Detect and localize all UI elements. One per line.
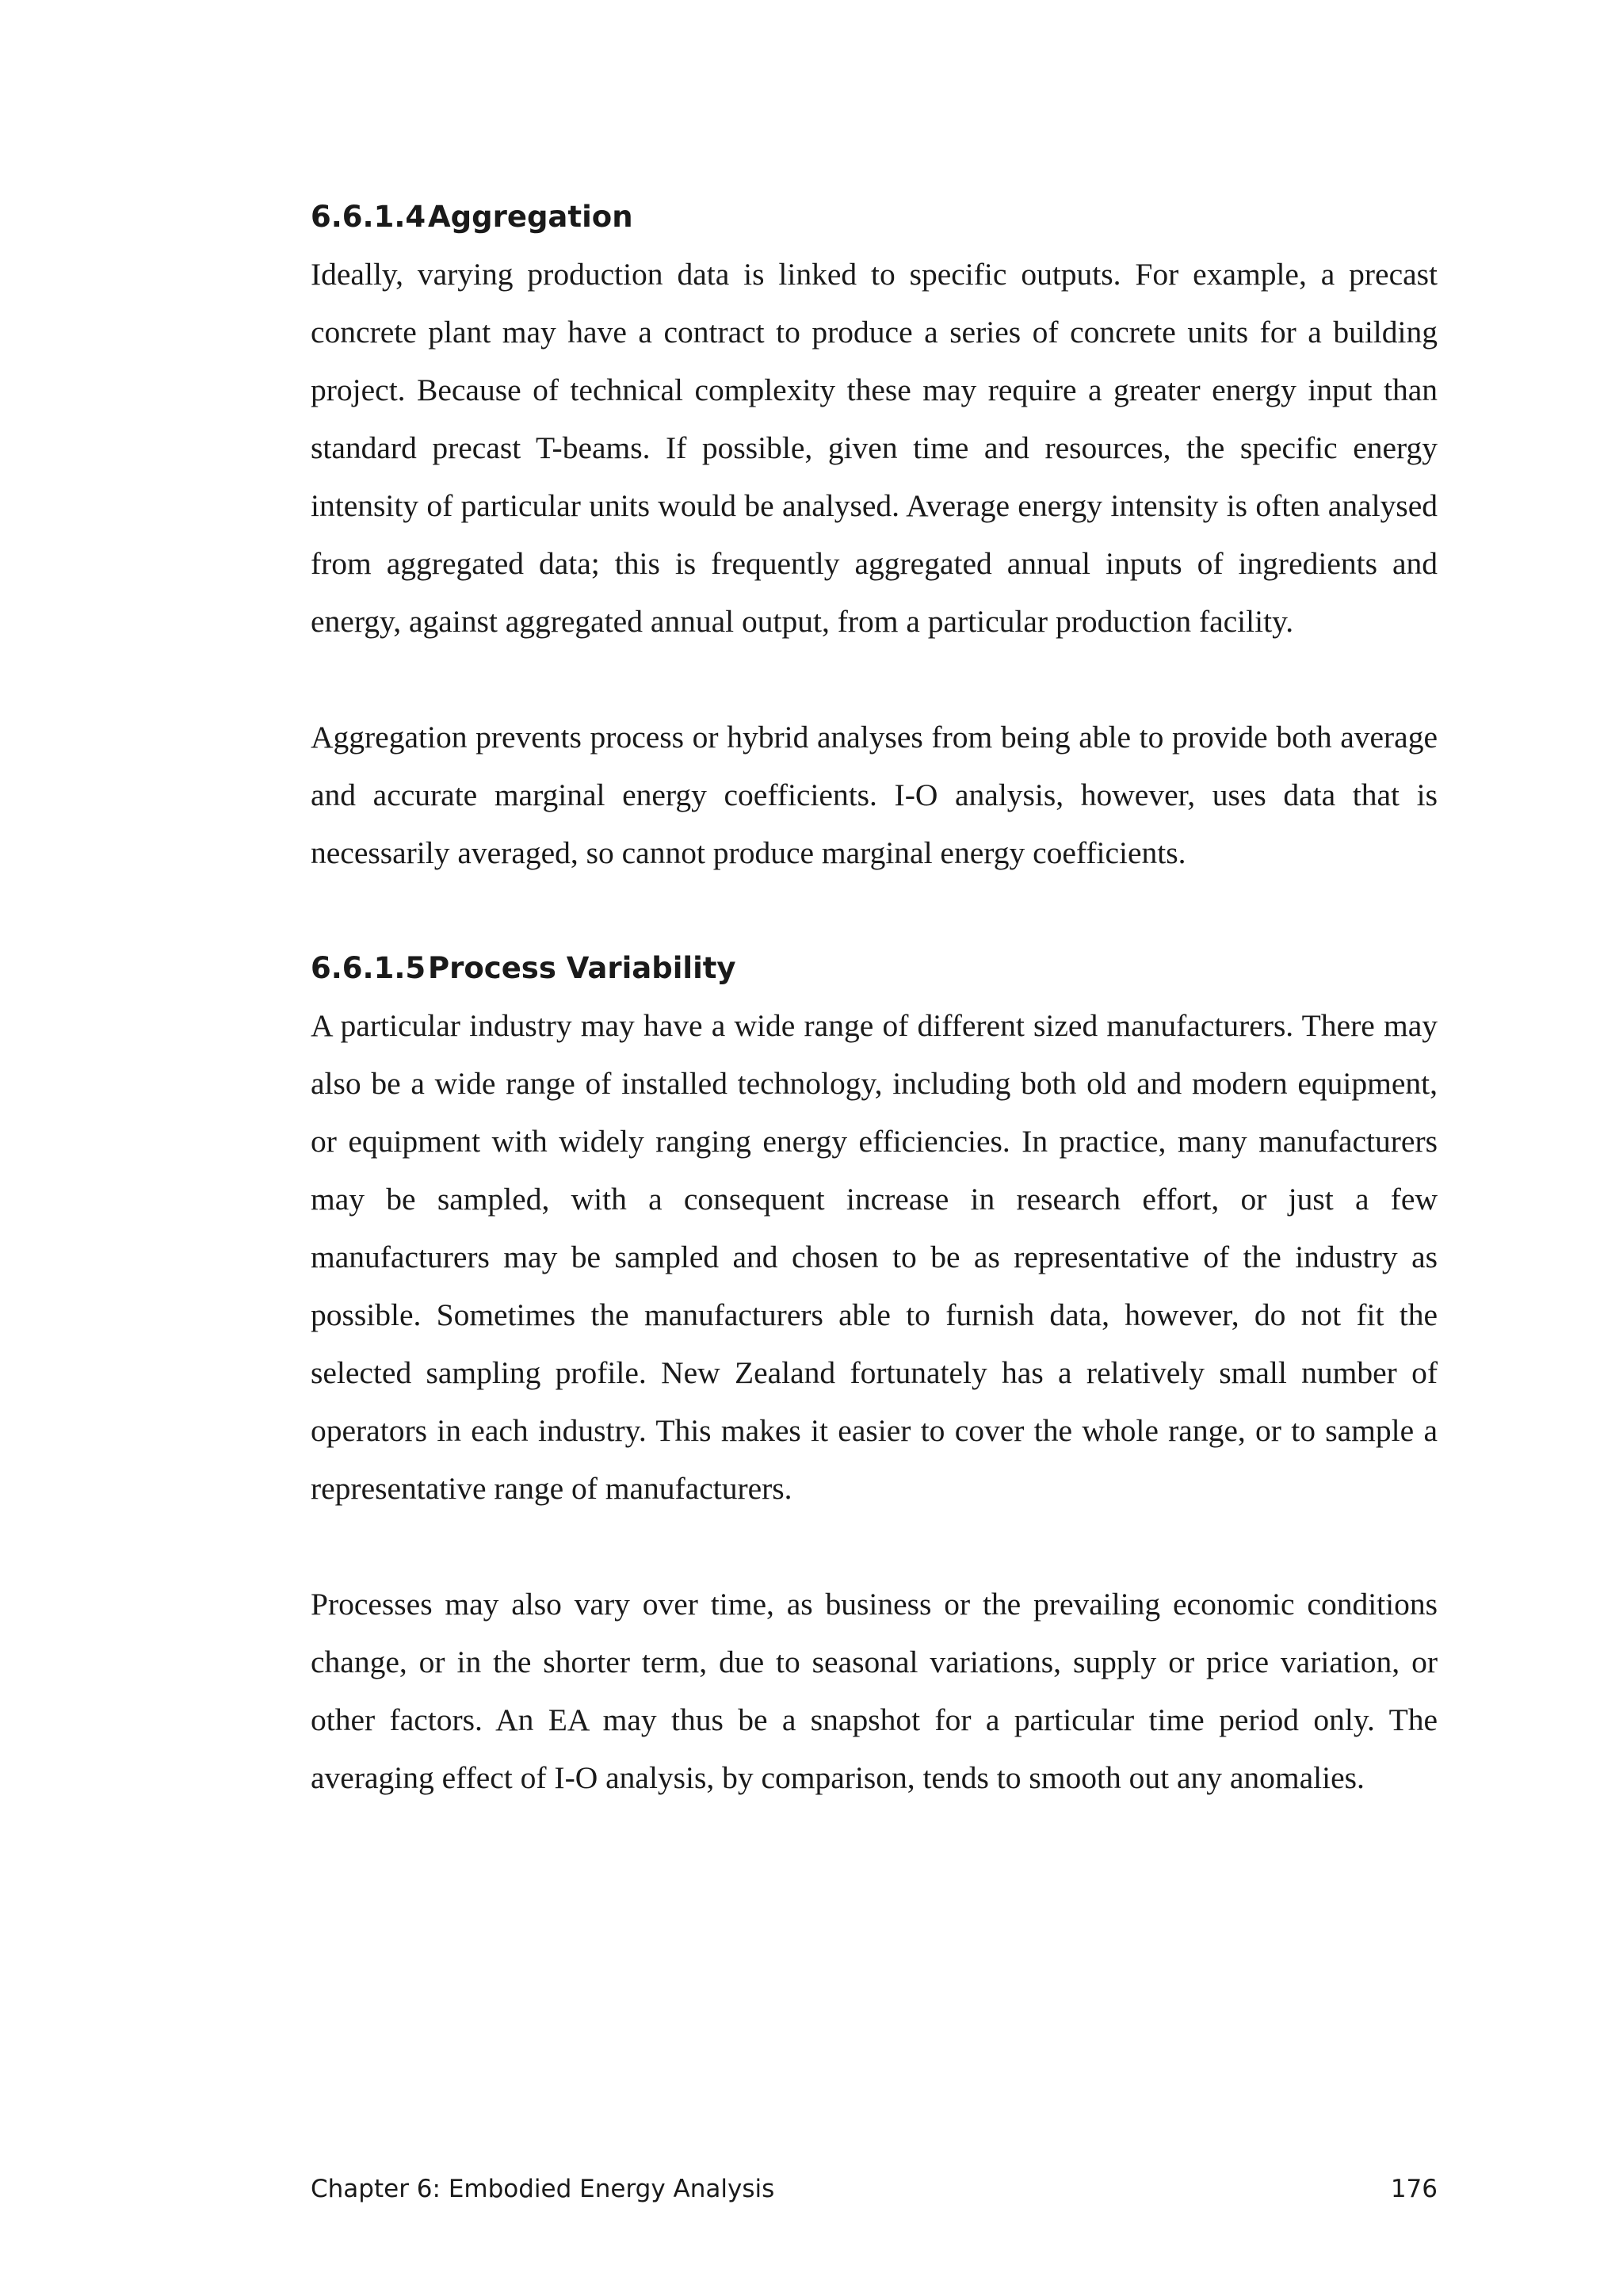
paragraph: Processes may also vary over time, as business or the prevailing economic conditions change, or in the shorter term, due to seasonal variations, supply or price variation, or other factors. An EA may thus be a snapshot for a particular time period only. The averaging effect of I-O analysis, by comparison, tends to smooth out any anomalies. bbox=[311, 1587, 1438, 1795]
paragraph: A particular industry may have a wide range of different sized manufacturers. There may also be a wide range of installed technology, including both old and modern equipment, or equipment with widely ranging energy efficiencies. In practice, many manufacturers may be sampled, with a consequent increase in research effort, or just a few manufacturers may be sampled and chosen to be as representative of the industry as possible. Sometimes the manufacturers able to furnish data, however, do not fit the selected sampling profile. New Zealand fortunately has a relatively small number of operators in each industry. This makes it easier to cover the whole range, or to sample a representative range of manufacturers. bbox=[311, 1008, 1438, 1506]
section-heading-process-variability bbox=[311, 940, 1438, 997]
footer-page-number: 176 bbox=[1390, 2175, 1438, 2203]
footer-chapter-title: Chapter 6: Embodied Energy Analysis bbox=[311, 2175, 775, 2203]
document-page bbox=[311, 189, 1438, 1807]
section-number: 6.6.1.5 bbox=[311, 951, 426, 985]
section-heading-aggregation bbox=[311, 189, 1438, 246]
section-number: 6.6.1.4 bbox=[311, 200, 426, 234]
paragraph: Aggregation prevents process or hybrid analyses from being able to provide both average and accurate marginal energy coefficients. I-O analysis, however, uses data that is necessarily averaged, so cannot produce marginal energy coefficients. bbox=[311, 720, 1438, 870]
page-footer bbox=[311, 2172, 1438, 2206]
paragraph: Ideally, varying production data is linked to specific outputs. For example, a precast concrete plant may have a contract to produce a series of concrete units for a building project. Because of technical complexity these may require a greater energy input than standard precast T-beams. If possible, given time and resources, the specific energy intensity of particular units would be analysed. Average energy intensity is often analysed from aggregated data; this is frequently aggregated annual inputs of ingredients and energy, against aggregated annual output, from a particular production facility. bbox=[311, 257, 1438, 639]
section-title: Aggregation bbox=[428, 200, 633, 234]
section-title: Process Variability bbox=[428, 951, 736, 985]
